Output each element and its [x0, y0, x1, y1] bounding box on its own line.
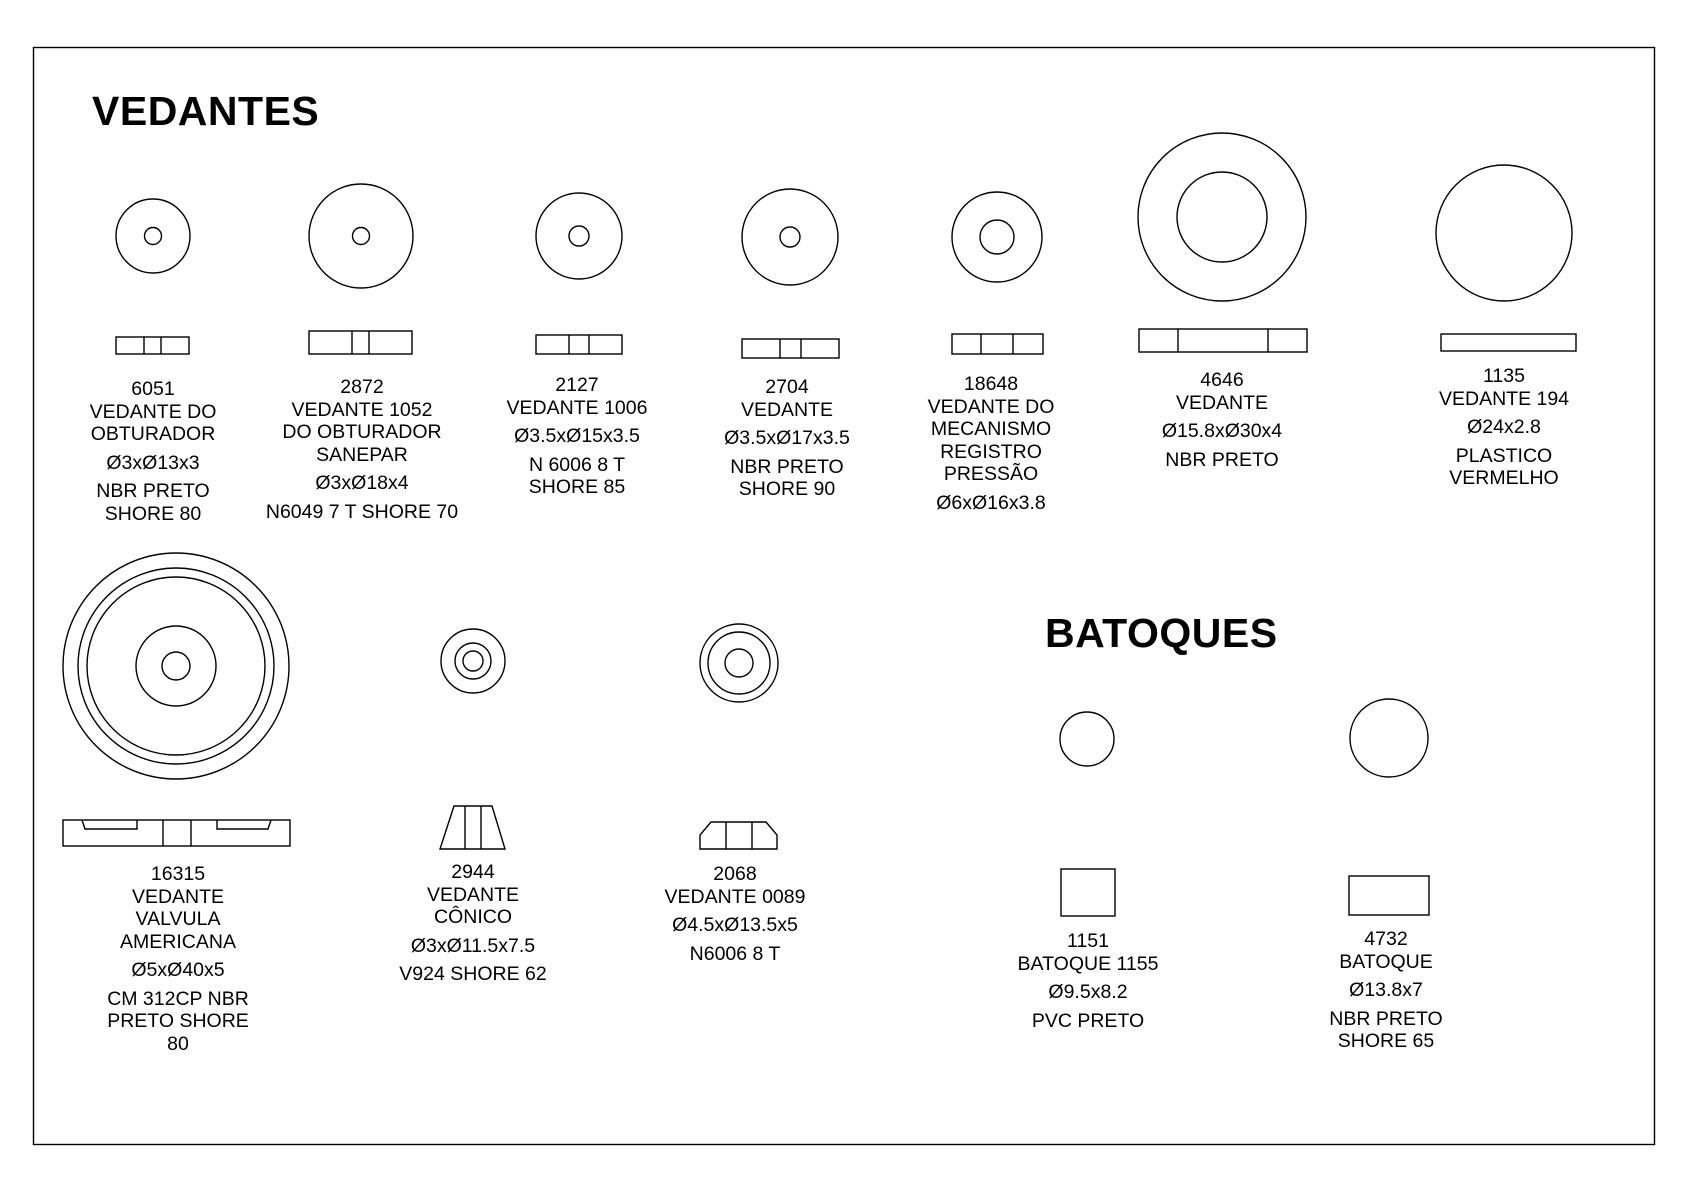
part-dimensions: Ø3.5xØ17x3.5: [724, 427, 850, 449]
part-description: VEDANTE: [131, 885, 225, 908]
part-2127-top-view: [536, 193, 622, 279]
part-material: SHORE 90: [738, 478, 836, 500]
part-1151-drawing: [1060, 712, 1115, 916]
part-1151-top-view: [1060, 712, 1114, 766]
part-2944-side-view: [440, 806, 505, 849]
part-material: VERMELHO: [1449, 467, 1559, 489]
part-2944-top-view: [441, 629, 505, 693]
part-code: 4646: [1200, 369, 1244, 391]
part-description: PRESSÃO: [943, 463, 1039, 485]
part-2704-top-view: [742, 189, 838, 285]
part-code: 2127: [555, 374, 599, 396]
part-code: 2872: [340, 376, 384, 398]
part-1151-side-view: [1061, 869, 1115, 916]
part-material: 80: [167, 1032, 189, 1055]
part-16315-drawing: [63, 553, 290, 846]
part-16315-side-view: [63, 820, 290, 846]
part-code: 2068: [713, 863, 757, 885]
part-6051-drawing: [116, 199, 190, 354]
part-code: 1151: [1067, 930, 1109, 952]
part-material: PLASTICO: [1455, 444, 1553, 467]
part-label-2944: [343, 861, 603, 986]
part-16315-top-view: [63, 553, 289, 779]
part-material: CM 312CP NBR: [107, 987, 249, 1010]
part-2068-bore: [725, 649, 753, 677]
part-code: 16315: [150, 863, 206, 885]
part-material: N 6006 8 T: [528, 453, 626, 476]
part-description: VEDANTE 194: [1438, 387, 1570, 410]
part-description: VEDANTE: [740, 398, 834, 421]
part-dimensions: Ø3.5xØ15x3.5: [514, 425, 640, 447]
part-dimensions: Ø6xØ16x3.8: [936, 491, 1046, 514]
part-dimensions: Ø9.5x8.2: [1048, 981, 1128, 1003]
part-material: NBR PRETO: [730, 455, 844, 478]
part-dimensions: Ø4.5xØ13.5x5: [672, 914, 798, 936]
part-description: CÔNICO: [434, 906, 512, 928]
part-2127-side-view: [536, 335, 622, 354]
part-material: PVC PRETO: [1031, 1009, 1145, 1032]
part-description: VEDANTE 1006: [506, 396, 648, 419]
part-dimensions: Ø3xØ18x4: [315, 472, 409, 494]
part-4732-side-view: [1349, 876, 1429, 915]
part-code: 4732: [1364, 928, 1408, 950]
part-18648-drawing: [952, 192, 1043, 354]
part-description: MECANISMO: [930, 418, 1052, 440]
part-description: REGISTRO: [940, 440, 1042, 463]
part-1135-side-view: [1441, 334, 1576, 351]
part-2704-drawing: [742, 189, 839, 358]
part-1135-drawing: [1436, 165, 1576, 351]
part-description: VEDANTE 0089: [664, 885, 806, 908]
part-dimensions: Ø3xØ13x3: [106, 451, 200, 474]
part-2068-drawing: [700, 624, 778, 849]
part-2127-bore: [569, 226, 589, 246]
part-6051-bore: [145, 228, 162, 245]
part-2704-side-view: [742, 339, 839, 358]
part-code: 2944: [451, 861, 495, 883]
part-description: VEDANTE DO: [927, 395, 1055, 418]
part-18648-top-view: [952, 192, 1042, 282]
part-label-1151: [958, 930, 1218, 1032]
part-dimensions: Ø3xØ11.5x7.5: [410, 934, 536, 957]
part-description: BATOQUE 1155: [1017, 952, 1159, 975]
part-2704-bore: [780, 227, 800, 247]
part-6051-side-view: [116, 337, 189, 354]
part-description: BATOQUE: [1339, 950, 1433, 973]
part-description: AMERICANA: [120, 930, 236, 953]
part-label-1135: [1374, 365, 1634, 490]
part-description: DO OBTURADOR: [282, 421, 442, 443]
part-code: 6051: [131, 378, 175, 400]
part-4732-top-view: [1350, 699, 1428, 777]
part-material: SHORE 85: [528, 476, 626, 498]
part-4732-drawing: [1349, 699, 1429, 915]
part-4646-bore: [1177, 172, 1267, 262]
part-2872-drawing: [309, 184, 413, 354]
part-2068-side-view: [700, 822, 777, 849]
part-2944-drawing: [440, 629, 505, 849]
part-6051-top-view: [116, 199, 190, 273]
part-material: NBR PRETO: [96, 480, 210, 502]
part-material: SHORE 65: [1337, 1030, 1435, 1052]
part-code: 2704: [765, 376, 809, 398]
part-label-18648: [861, 373, 1121, 514]
part-18648-side-view: [952, 334, 1043, 354]
part-description: OBTURADOR: [90, 423, 216, 445]
part-label-4646: [1092, 369, 1352, 471]
part-2944-bore: [463, 651, 483, 671]
part-dimensions: Ø24x2.8: [1467, 416, 1541, 438]
part-description: VEDANTE: [1175, 391, 1269, 414]
part-dimensions: Ø13.8x7: [1349, 979, 1423, 1001]
part-16315-bore: [162, 652, 190, 680]
section-title-batoques: BATOQUES: [1045, 610, 1278, 656]
part-description: VEDANTE 1052: [291, 398, 433, 421]
part-label-2068: [605, 863, 865, 965]
part-1135-top-view: [1436, 165, 1572, 301]
part-2872-top-view: [309, 184, 413, 288]
section-title-vedantes: VEDANTES: [92, 88, 320, 134]
part-material: SHORE 80: [104, 502, 202, 525]
part-dimensions: Ø5xØ40x5: [131, 959, 225, 981]
part-material: V924 SHORE 62: [399, 963, 547, 985]
part-dimensions: Ø15.8xØ30x4: [1161, 420, 1283, 442]
part-label-16315: [48, 863, 308, 1055]
part-description: SANEPAR: [316, 443, 408, 466]
part-description: VEDANTE DO: [89, 400, 217, 423]
part-material: NBR PRETO: [1165, 448, 1279, 471]
part-description: VEDANTE: [426, 883, 520, 906]
part-code: 1135: [1483, 365, 1525, 387]
part-material: NBR PRETO: [1329, 1007, 1443, 1030]
part-2068-top-view: [700, 624, 778, 702]
part-material: N6049 7 T SHORE 70: [265, 500, 459, 523]
part-material: PRETO SHORE: [107, 1010, 249, 1032]
part-label-4732: [1256, 928, 1516, 1053]
part-18648-bore: [980, 220, 1014, 254]
part-2872-side-view: [309, 331, 412, 354]
part-4646-top-view: [1138, 133, 1306, 301]
part-2127-drawing: [536, 193, 622, 354]
part-description: VALVULA: [135, 908, 221, 930]
part-4646-drawing: [1138, 133, 1307, 352]
part-material: N6006 8 T: [689, 942, 781, 965]
part-2872-bore: [353, 228, 370, 245]
part-code: 18648: [963, 373, 1019, 395]
part-4646-side-view: [1139, 329, 1307, 352]
